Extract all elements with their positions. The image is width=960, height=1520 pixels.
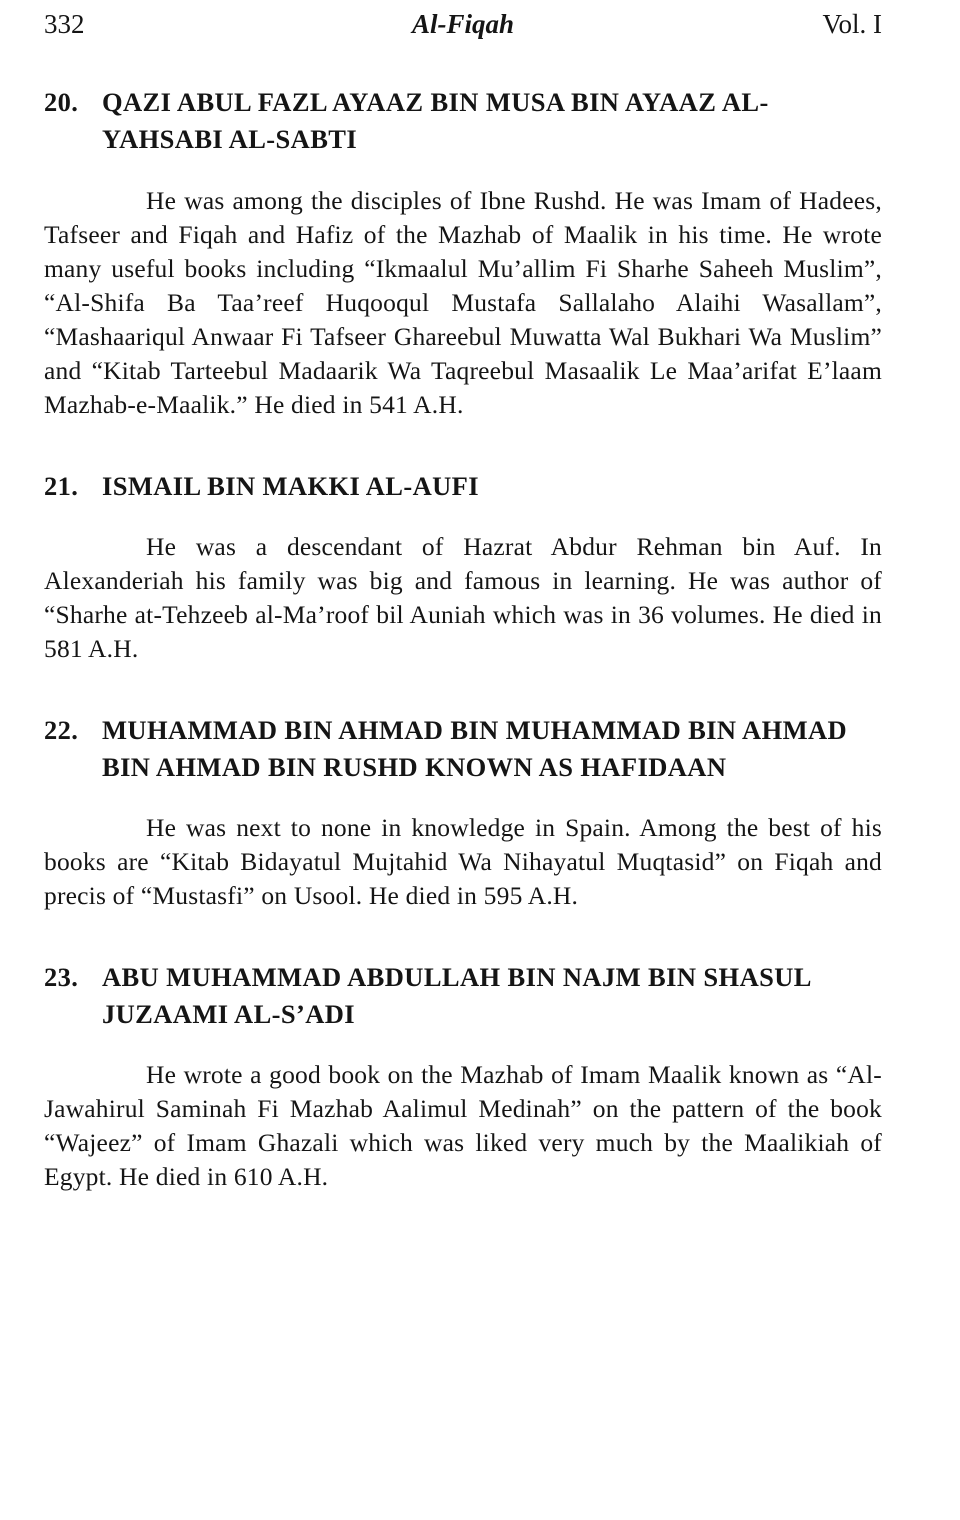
entry-title: QAZI ABUL FAZL AYAAZ BIN MUSA BIN AYAAZ AL-YAHSABI AL-SABTI (102, 87, 769, 154)
entry-heading (44, 712, 882, 785)
entry-20 (44, 84, 882, 421)
entry-number: 22. (44, 715, 79, 746)
entry-title: MUHAMMAD BIN AHMAD BIN MUHAMMAD BIN AHMAD BIN AHMAD BIN RUSHD KNOWN AS HAFIDAAN (102, 715, 848, 782)
page-header (44, 8, 882, 40)
entry-number: 20. (44, 87, 79, 118)
book-title: Al-Fiqah (411, 9, 515, 39)
entry-title: ABU MUHAMMAD ABDULLAH BIN NAJM BIN SHASUL JUZAAMI AL-S’ADI (102, 962, 811, 1029)
volume-label: Vol. I (822, 9, 882, 39)
entry-heading (44, 84, 882, 157)
entry-21 (44, 468, 882, 667)
entry-body: He was a descendant of Hazrat Abdur Rehman bin Auf. In Alexanderiah his family was big and famous in learning. He was author of “Sharhe at-Tehzeeb al-Ma’roof bil Auniah which was in 36 volumes. He died in 581 A.H. (44, 532, 882, 664)
entry-22 (44, 712, 882, 913)
entry-number: 21. (44, 470, 79, 501)
page-number: 332 (44, 9, 85, 39)
entry-number: 23. (44, 962, 79, 993)
entry-body: He was among the disciples of Ibne Rushd. He was Imam of Hadees, Tafseer and Fiqah and Hafiz of the Mazhab of Maalik in his time. He wrote many useful books including “Ikmaalul Mu’allim Fi Sharhe Saheeh Muslim”, “Al-Shifa Ba Taa’reef Huqooqul Mustafa Sallalaho Alaihi Wasallam”, “Mashaariqul Anwaar Fi Tafseer Ghareebul Muwatta Wal Bukhari Wa Muslim” and “Kitab Tarteebul Madaarik Wa Taqreebul Masaalik Le Maa’arifat E’laam Mazhab-e-Maalik.” He died in 541 A.H. (44, 185, 882, 419)
entry-body: He wrote a good book on the Mazhab of Imam Maalik known as “Al-Jawahirul Saminah Fi Mazhab Aalimul Medinah” on the pattern of the book “Wajeez” of Imam Ghazali which was liked very much by the Maalikiah of Egypt. He died in 610 A.H. (44, 1060, 882, 1192)
entry-body: He was next to none in knowledge in Spain. Among the best of his books are “Kitab Bidayatul Mujtahid Wa Nihayatul Muqtasid” on Fiqah and precis of “Mustasfi” on Usool. He died in 595 A.H. (44, 813, 882, 911)
entry-heading (44, 468, 882, 505)
entry-23 (44, 959, 882, 1194)
entry-title: ISMAIL BIN MAKKI AL-AUFI (102, 470, 479, 501)
entry-heading (44, 959, 882, 1032)
